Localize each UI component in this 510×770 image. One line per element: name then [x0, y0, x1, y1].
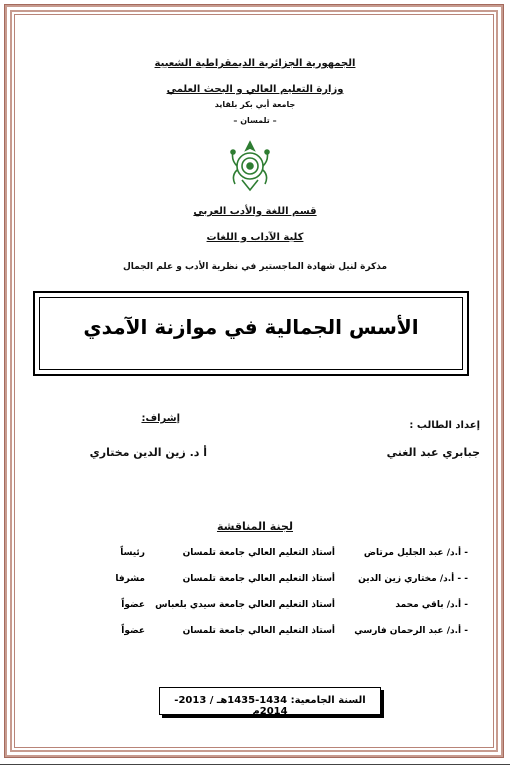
city-name: – تلمسان – [233, 116, 277, 125]
university-name: جامعة أبي بكر بلقايد [214, 100, 296, 109]
faculty-name: كلية الآداب و اللغات [206, 232, 304, 243]
member-name: - أ.د/ عبد الجليل مرتاض [363, 548, 468, 558]
member-university: جامعة تلمسان [182, 548, 245, 558]
committee-row [60, 600, 468, 614]
thesis-title: الأسس الجمالية في موازنة الآمدي [83, 315, 419, 339]
academic-year: السنة الجامعية: 1434-1435هـ / 2013-2014م [174, 695, 366, 717]
bottom-rule [0, 764, 510, 765]
member-rank: أستاذ التعليم العالي [248, 574, 335, 584]
member-role: عضواً [121, 600, 145, 610]
member-rank: أستاذ التعليم العالي [248, 600, 335, 610]
member-name: - أ.د/ باقي محمد [395, 600, 468, 610]
member-university: جامعة سيدي بلعباس [155, 600, 245, 610]
member-role: رئيساً [120, 548, 145, 558]
member-university: جامعة تلمسان [182, 626, 245, 636]
member-name: - أ.د/ عبد الرحمان فارسي [354, 626, 468, 636]
committee-row [60, 626, 468, 640]
student-label: إعداد الطالب : [409, 420, 480, 431]
committee-heading: لجنة المناقشة [216, 520, 293, 533]
university-emblem-icon [227, 140, 273, 192]
member-rank: أستاذ التعليم العالي [248, 626, 335, 636]
supervisor-name: أ د. زين الدين مختاري [89, 446, 207, 459]
member-role: مشرفا [115, 574, 145, 584]
committee-row [60, 548, 468, 562]
supervisor-label: إشراف: [141, 413, 180, 424]
member-rank: أستاذ التعليم العالي [248, 548, 335, 558]
republic-heading: الجمهورية الجزائرية الديمقراطية الشعبية [154, 58, 356, 69]
member-role: عضواً [121, 626, 145, 636]
thesis-note: مذكرة لنيل شهادة الماجستير في نظرية الأدب و علم الجمال [122, 262, 388, 272]
ministry-heading: وزارة التعليم العالي و البحث العلمي [166, 84, 344, 95]
student-name: جبابري عبد الغني [386, 446, 480, 459]
title-box [33, 291, 469, 376]
member-university: جامعة تلمسان [182, 574, 245, 584]
committee-row [60, 574, 468, 588]
academic-year-box [159, 687, 381, 715]
department-name: قسم اللغة والأدب العربي [193, 206, 317, 217]
member-name: - - أ.د/ مختاري زين الدين [358, 574, 468, 584]
